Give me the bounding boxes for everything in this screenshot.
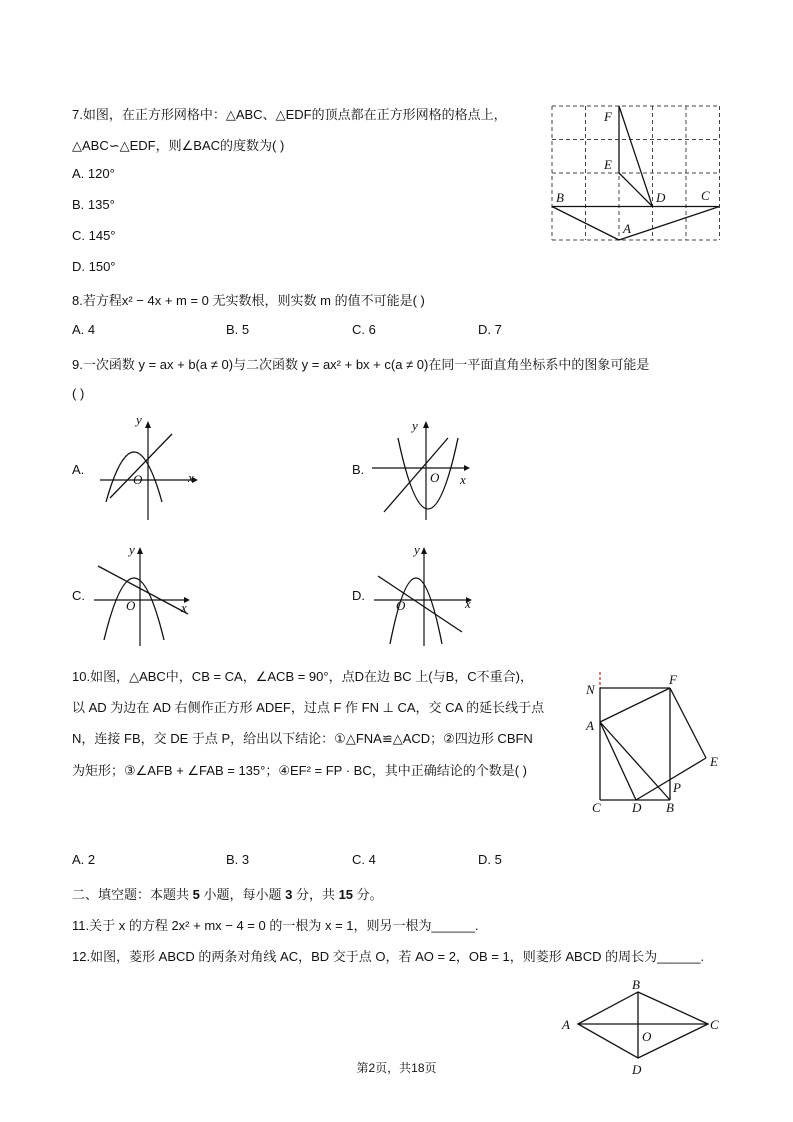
q8-stem: 8.若方程x² − 4x + m = 0 无实数根，则实数 m 的值不可能是( )	[72, 293, 425, 308]
q7-grid-figure	[552, 106, 722, 242]
q7-stem-line1: 7.如图，在正方形网格中：△ABC、△EDF的顶点都在正方形网格的格点上，	[72, 107, 507, 122]
q10-line4: 为矩形；③∠AFB + ∠FAB = 135°；④EF² = FP · BC，其中正确结论的个数是( )	[72, 763, 528, 778]
q9-graph-c	[92, 542, 202, 648]
q7-segment-fd	[619, 106, 653, 207]
q10-segment-ed	[636, 758, 706, 800]
y-label: y	[129, 542, 135, 557]
q10-segment-ad	[600, 722, 636, 800]
q12-label-a: A	[562, 1017, 570, 1032]
q9-option-c: C.	[72, 588, 85, 603]
page-footer: 第2页，共18页	[356, 1061, 437, 1075]
q11-stem: 11.关于 x 的方程 2x² + mx − 4 = 0 的一根为 x = 1，则另一根为______.	[72, 918, 479, 933]
q8-option-b: B. 5	[226, 322, 250, 337]
q10-segment-fe	[670, 688, 706, 758]
q7-label-e: E	[604, 157, 612, 172]
q9-stem-line2: ( )	[72, 386, 85, 401]
q7-dashed-grid	[552, 106, 720, 240]
q8-option-d: D. 7	[478, 322, 502, 337]
q7-option-d: D. 150°	[72, 259, 116, 274]
section2-total: 15	[338, 887, 354, 902]
q7-label-a: A	[623, 221, 631, 236]
q10-segment-ab	[600, 722, 670, 800]
section2-suffix: 分。	[353, 887, 383, 902]
y-axis-arrow	[423, 421, 429, 428]
origin-label: O	[430, 470, 440, 485]
q9-option-b: B.	[352, 462, 365, 477]
section2-score: 3	[285, 887, 293, 902]
q10-label-c: C	[592, 800, 601, 815]
q7-stem-line2: △ABC∽△EDF，则∠BAC的度数为( )	[72, 138, 285, 153]
q7-label-c: C	[701, 188, 710, 203]
q10-label-b: B	[666, 800, 674, 815]
q10-geometry-figure	[584, 666, 734, 816]
y-axis-arrow	[421, 547, 427, 554]
q10-option-a: A. 2	[72, 852, 96, 867]
section2-mid2: 分，共	[292, 887, 339, 902]
parabola	[398, 438, 458, 509]
q7-segment-ac	[619, 207, 720, 241]
y-axis-arrow	[145, 421, 151, 428]
q7-option-c: C. 145°	[72, 228, 116, 243]
q10-label-a: A	[586, 718, 594, 733]
q7-label-d: D	[656, 190, 666, 205]
q10-line2: 以 AD 为边在 AD 右侧作正方形 ADEF，过点 F 作 FN ⊥ CA，交 CA 的延长线于点	[72, 700, 545, 715]
x-label: x	[460, 472, 466, 487]
q10-option-c: C. 4	[352, 852, 376, 867]
q7-label-b: B	[556, 190, 564, 205]
q10-option-d: D. 5	[478, 852, 502, 867]
q12-rhombus	[578, 992, 708, 1058]
q12-label-o: O	[642, 1029, 652, 1044]
q9-graph-a	[92, 412, 202, 522]
section2-mid1: 小题，每小题	[199, 887, 286, 902]
q12-label-c: C	[710, 1017, 719, 1032]
q9-option-d: D.	[352, 588, 365, 603]
x-label: x	[465, 596, 471, 611]
q10-label-d: D	[632, 800, 642, 815]
q12-label-d: D	[632, 1062, 642, 1077]
q9-stem-line1: 9.一次函数 y = ax + b(a ≠ 0)与二次函数 y = ax² + bx + c(a ≠ 0)在同一平面直角坐标系中的图象可能是	[72, 357, 650, 372]
line	[378, 576, 462, 632]
q12-stem: 12.如图，菱形 ABCD 的两条对角线 AC，BD 交于点 O，若 AO = 2，OB = 1，则菱形 ABCD 的周长为______.	[72, 949, 705, 964]
q10-label-e: E	[710, 754, 718, 769]
q7-label-f: F	[604, 109, 612, 124]
q7-option-b: B. 135°	[72, 197, 115, 212]
q10-segment-af	[600, 688, 670, 722]
origin-label: O	[396, 598, 406, 613]
section2-heading	[72, 884, 383, 903]
section2-count: 5	[192, 887, 200, 902]
q9-option-a: A.	[72, 462, 85, 477]
line	[98, 566, 188, 614]
q8-option-a: A. 4	[72, 322, 96, 337]
q10-line1: 10.如图，△ABC中，CB = CA，∠ACB = 90°，点D在边 BC 上(与B，C不重合)，	[72, 669, 533, 684]
y-axis-arrow	[137, 547, 143, 554]
q8-option-c: C. 6	[352, 322, 376, 337]
origin-label: O	[133, 472, 143, 487]
q10-line3: N，连接 FB，交 DE 于点 P，给出以下结论：①△FNA≌△ACD；②四边形 CBFN	[72, 731, 533, 746]
q10-label-p: P	[673, 780, 681, 795]
q7-option-a: A. 120°	[72, 166, 115, 181]
y-label: y	[414, 542, 420, 557]
origin-label: O	[126, 598, 136, 613]
x-label: x	[181, 600, 187, 615]
q9-graph-d	[372, 542, 482, 648]
x-label: x	[188, 470, 194, 485]
y-label: y	[136, 412, 142, 427]
section2-prefix: 二、填空题：本题共	[72, 887, 193, 902]
q9-graph-b	[370, 420, 480, 522]
q10-label-f: F	[669, 672, 677, 687]
q10-option-b: B. 3	[226, 852, 250, 867]
x-axis-arrow	[464, 465, 470, 471]
q10-label-n: N	[586, 682, 595, 697]
q12-label-b: B	[632, 977, 640, 992]
y-label: y	[412, 418, 418, 433]
